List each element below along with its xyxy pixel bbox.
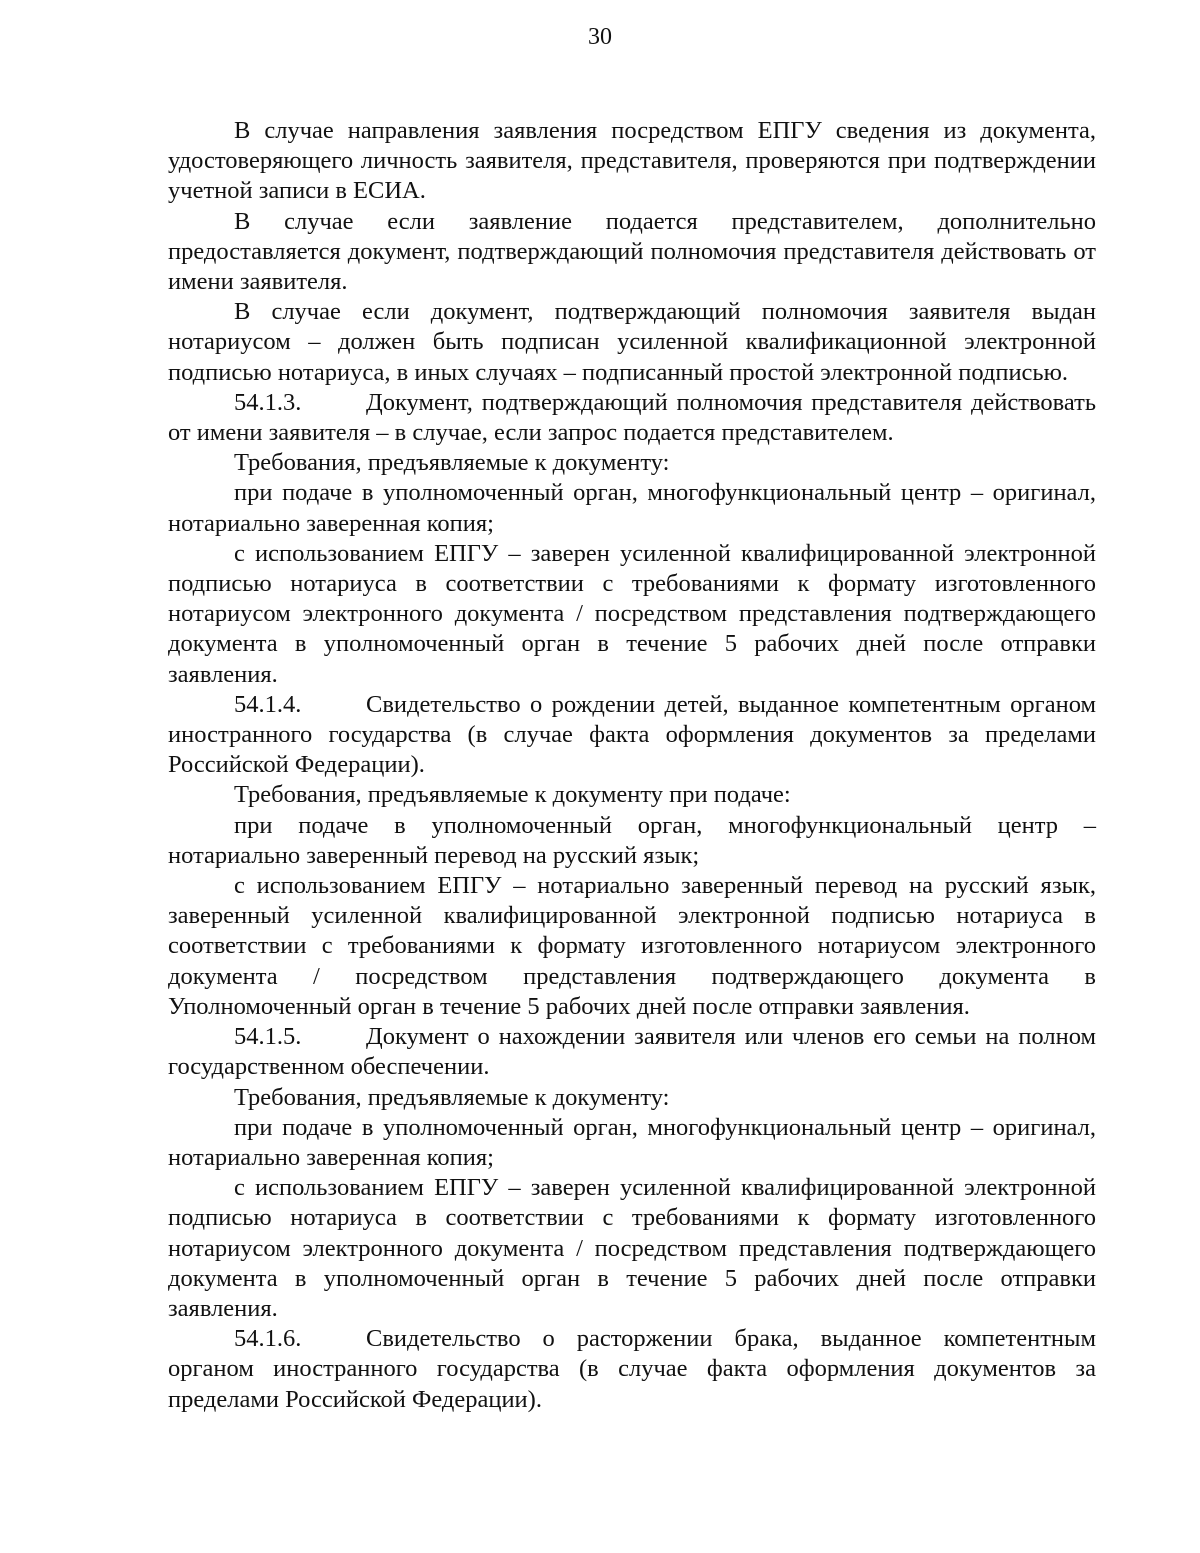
page-number: 30 bbox=[588, 24, 612, 50]
numbered-paragraph bbox=[168, 1022, 1096, 1082]
clause-number: 54.1.3. bbox=[234, 388, 302, 416]
paragraph bbox=[168, 297, 1096, 388]
numbered-paragraph bbox=[168, 388, 1096, 448]
document-body bbox=[168, 116, 1096, 1415]
paragraph-text: при подаче в уполномоченный орган, многофункциональный центр – оригинал, нотариально заверенная копия; bbox=[168, 479, 1096, 537]
paragraph-text: при подаче в уполномоченный орган, многофункциональный центр – нотариально заверенный перевод на русский язык; bbox=[168, 811, 1096, 869]
paragraph bbox=[168, 1173, 1096, 1324]
numbered-paragraph bbox=[168, 1324, 1096, 1415]
paragraph-text: Свидетельство о рождении детей, выданное компетентным органом иностранного государства (в случае факта оформления документов за пределами Российской Федерации). bbox=[168, 690, 1096, 779]
paragraph-text: с использованием ЕПГУ – заверен усиленной квалифицированной электронной подписью нотариуса в соответствии с требованиями к формату изготовленного нотариусом электронного документа / посредством представления подтверждающего документа в уполномоченный орган в течение 5 рабочих дней после отправки заявления. bbox=[168, 1174, 1096, 1322]
paragraph-text: с использованием ЕПГУ – заверен усиленной квалифицированной электронной подписью нотариуса в соответствии с требованиями к формату изготовленного нотариусом электронного документа / посредством представления подтверждающего документа в уполномоченный орган в течение 5 рабочих дней после отправки заявления. bbox=[168, 539, 1096, 688]
paragraph-text: Требования, предъявляемые к документу: bbox=[234, 1083, 670, 1111]
paragraph-text: Документ о нахождении заявителя или членов его семьи на полном государственном обеспечении. bbox=[168, 1023, 1096, 1081]
paragraph-text: с использованием ЕПГУ – нотариально заверенный перевод на русский язык, заверенный усиленной квалифицированной электронной подписью нотариуса в соответствии с требованиями к формату изготовленного нотариусом электронного документа / посредством представления подтверждающего документа в Уполномоченный орган в течение 5 рабочих дней после отправки заявления. bbox=[168, 872, 1096, 1020]
paragraph-text: Свидетельство о расторжении брака, выданное компетентным органом иностранного государства (в случае факта оформления документов за пределами Российской Федерации). bbox=[168, 1325, 1096, 1413]
paragraph bbox=[168, 448, 1096, 478]
paragraph-text: В случае если документ, подтверждающий полномочия заявителя выдан нотариусом – должен быть подписан усиленной квалификационной электронной подписью нотариуса, в иных случаях – подписанный простой электронной подписью. bbox=[168, 298, 1096, 386]
paragraph bbox=[168, 539, 1096, 690]
clause-number: 54.1.5. bbox=[234, 1023, 302, 1051]
paragraph bbox=[168, 871, 1096, 1022]
paragraph bbox=[168, 1113, 1096, 1173]
paragraph bbox=[168, 811, 1096, 871]
numbered-paragraph bbox=[168, 690, 1096, 781]
clause-number: 54.1.4. bbox=[234, 690, 302, 718]
paragraph bbox=[168, 116, 1096, 207]
paragraph bbox=[168, 207, 1096, 298]
paragraph bbox=[168, 1083, 1096, 1113]
paragraph bbox=[168, 780, 1096, 810]
clause-number: 54.1.6. bbox=[234, 1325, 302, 1353]
paragraph bbox=[168, 478, 1096, 538]
paragraph-text: Требования, предъявляемые к документу: bbox=[234, 449, 670, 477]
paragraph-text: при подаче в уполномоченный орган, многофункциональный центр – оригинал, нотариально заверенная копия; bbox=[168, 1113, 1096, 1171]
paragraph-text: Документ, подтверждающий полномочия представителя действовать от имени заявителя – в случае, если запрос подается представителем. bbox=[168, 388, 1096, 447]
paragraph-text: Требования, предъявляемые к документу при подаче: bbox=[234, 781, 791, 809]
paragraph-text: В случае если заявление подается представителем, дополнительно предоставляется документ, подтверждающий полномочия представителя действовать от имени заявителя. bbox=[168, 207, 1096, 296]
paragraph-text: В случае направления заявления посредством ЕПГУ сведения из документа, удостоверяющего личность заявителя, представителя, проверяются при подтверждении учетной записи в ЕСИА. bbox=[168, 117, 1096, 205]
